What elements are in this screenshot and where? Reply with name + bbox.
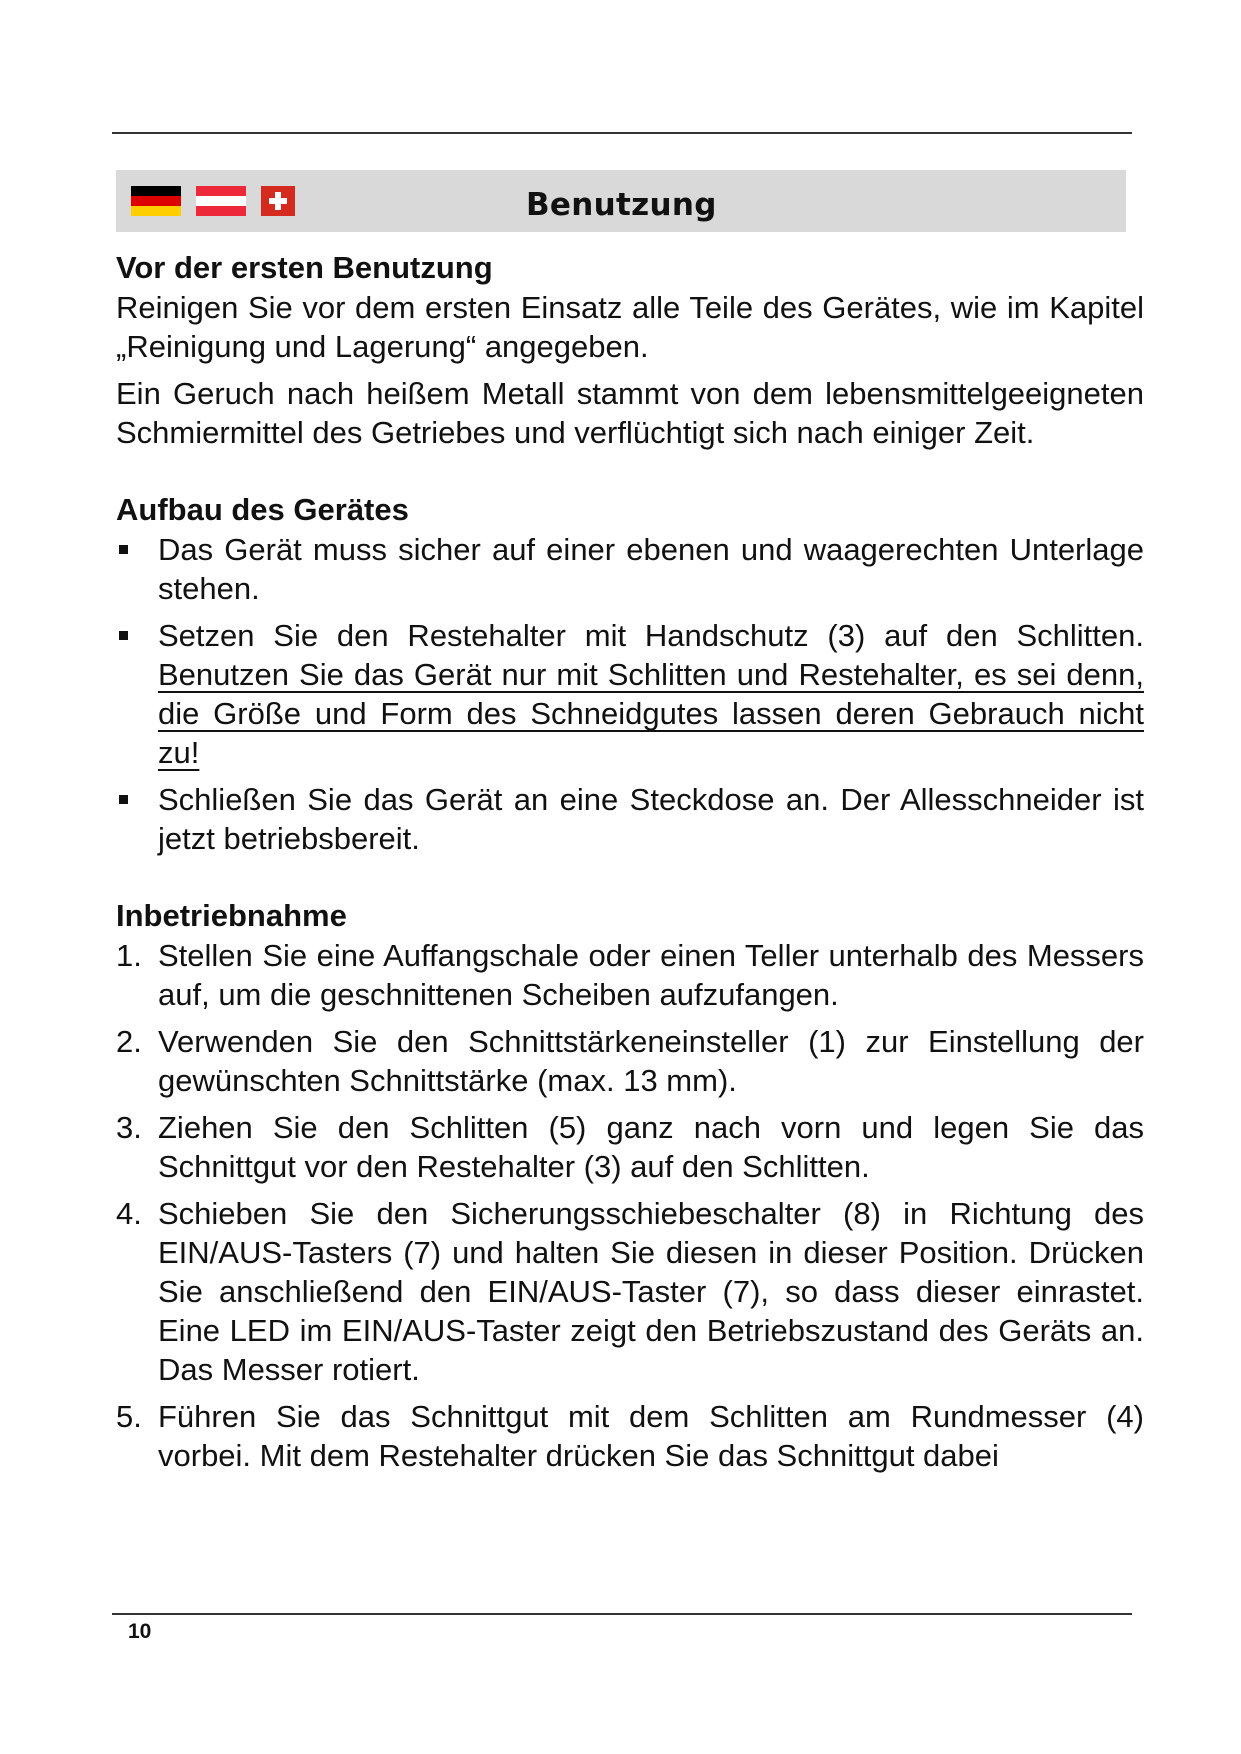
- page-title: Benutzung: [526, 187, 717, 223]
- heading-setup: Aufbau des Gerätes: [116, 492, 409, 527]
- list-item: [116, 616, 1144, 772]
- list-item: [116, 780, 1144, 858]
- step-item: [116, 1194, 1144, 1389]
- list-item: [116, 530, 1144, 608]
- step-text: Führen Sie das Schnittgut mit dem Schlitten am Rundmesser (4) vorbei. Mit dem Restehalter drücken Sie das Schnittgut dabei: [158, 1399, 1144, 1473]
- step-item: [116, 1022, 1144, 1100]
- safety-warning: Benutzen Sie das Gerät nur mit Schlitten und Restehalter, es sei denn, die Größe und Form des Schneidgutes lassen deren Gebrauch nicht zu!: [158, 657, 1144, 770]
- bullet-icon: [119, 545, 128, 554]
- heading-operation: Inbetriebnahme: [116, 898, 347, 933]
- switzerland-flag-icon: [261, 186, 295, 216]
- list-item-text: Setzen Sie den Restehalter mit Handschutz (3) auf den Schlitten.: [158, 618, 1144, 653]
- bullet-icon: [119, 631, 128, 640]
- step-text: Stellen Sie eine Auffangschale oder einen Teller unterhalb des Messers auf, um die geschnittenen Scheiben aufzufangen.: [158, 938, 1144, 1012]
- setup-list: [116, 530, 1144, 858]
- document-body: [116, 248, 1144, 1475]
- step-number: 5.: [116, 1399, 142, 1434]
- step-number: 3.: [116, 1110, 142, 1145]
- austria-flag-icon: [196, 186, 246, 216]
- step-number: 4.: [116, 1196, 142, 1231]
- germany-flag-icon: [131, 186, 181, 216]
- step-text: Verwenden Sie den Schnittstärkeneinsteller (1) zur Einstellung der gewünschten Schnittstärke (max. 13 mm).: [158, 1024, 1144, 1098]
- heading-first-use: Vor der ersten Benutzung: [116, 250, 493, 285]
- step-item: [116, 1397, 1144, 1475]
- operation-steps: [116, 936, 1144, 1475]
- step-text: Schieben Sie den Sicherungsschiebeschalter (8) in Richtung des EIN/AUS-Tasters (7) und halten Sie diesen in dieser Position. Drücken Sie anschließend den EIN/AUS-Taster (7), so dass dieser einrastet. Eine LED im EIN/AUS-Taster zeigt den Betriebszustand des Geräts an. Das Messer rotiert.: [158, 1196, 1144, 1387]
- step-number: 2.: [116, 1024, 142, 1059]
- list-item-text: Das Gerät muss sicher auf einer ebenen und waagerechten Unterlage stehen.: [158, 532, 1144, 606]
- step-item: [116, 936, 1144, 1014]
- paragraph: Ein Geruch nach heißem Metall stammt von dem lebensmittelgeeigneten Schmiermittel des Getriebes und verflüchtigt sich nach einiger Zeit.: [116, 376, 1144, 450]
- bottom-divider: [112, 1613, 1132, 1615]
- top-divider: [112, 132, 1132, 134]
- step-text: Ziehen Sie den Schlitten (5) ganz nach vorn und legen Sie das Schnittgut vor den Restehalter (3) auf den Schlitten.: [158, 1110, 1144, 1184]
- page-number: 10: [128, 1620, 152, 1643]
- bullet-icon: [119, 795, 128, 804]
- section-header-bar: [116, 170, 1126, 232]
- language-flags: [131, 186, 295, 216]
- step-item: [116, 1108, 1144, 1186]
- step-number: 1.: [116, 938, 142, 973]
- list-item-text: Schließen Sie das Gerät an eine Steckdose an. Der Allesschneider ist jetzt betriebsbereit.: [158, 782, 1144, 856]
- paragraph: Reinigen Sie vor dem ersten Einsatz alle Teile des Gerätes, wie im Kapitel „Reinigung und Lagerung“ angegeben.: [116, 290, 1144, 364]
